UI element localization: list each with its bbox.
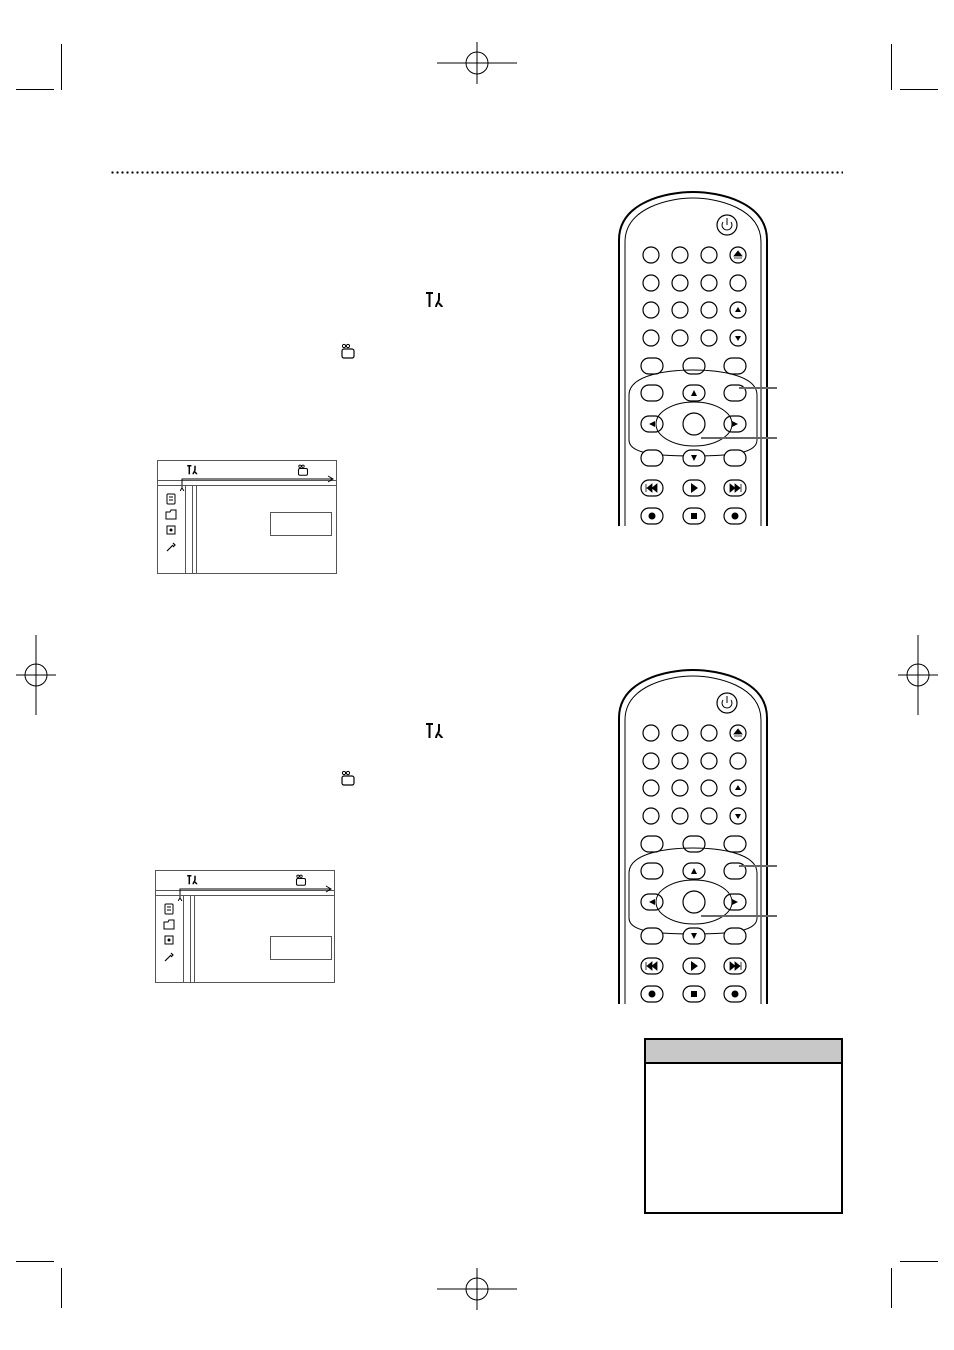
setup-tools-icon: [424, 721, 444, 741]
menu-divider: [158, 485, 336, 486]
menu-path-arrow: [178, 883, 334, 901]
setup-tools-icon: [424, 290, 444, 310]
registration-mark-left: [16, 635, 56, 715]
menu-selection-box: [270, 512, 332, 536]
hint-box: [644, 1038, 843, 1214]
trim-mark: [891, 44, 892, 90]
trim-mark: [16, 1261, 54, 1262]
trim-mark: [16, 89, 54, 90]
trim-mark: [900, 89, 938, 90]
power-button[interactable]: [717, 215, 737, 235]
menu-separator: [194, 895, 195, 982]
wrench-icon: [165, 541, 177, 553]
registration-mark-top: [437, 42, 517, 84]
power-button[interactable]: [717, 693, 737, 713]
video-camera-icon: [340, 343, 356, 359]
record-icon: [649, 513, 656, 520]
menu-selection-box: [270, 936, 332, 960]
disc-icon: [166, 493, 176, 505]
record-icon: [732, 513, 739, 520]
menu-divider: [156, 895, 334, 896]
folder-icon: [165, 509, 177, 520]
menu-separator: [196, 485, 197, 573]
record-icon: [649, 991, 656, 998]
stop-icon: [691, 513, 697, 519]
trim-mark: [61, 44, 62, 90]
setup-menu-screen-2: [155, 870, 335, 983]
registration-mark-bottom: [437, 1268, 517, 1310]
menu-separator: [192, 485, 193, 573]
setup-menu-screen-1: [157, 460, 337, 574]
trim-mark: [900, 1261, 938, 1262]
menu-path-arrow: [180, 473, 336, 491]
audio-icon: [164, 935, 174, 945]
registration-mark-right: [898, 635, 938, 715]
hint-box-header: [646, 1040, 841, 1064]
header-dotted-rule: [110, 171, 843, 174]
menu-separator: [190, 895, 191, 982]
video-camera-icon: [340, 770, 356, 786]
disc-icon: [164, 903, 174, 915]
trim-mark: [891, 1268, 892, 1308]
wrench-icon: [163, 951, 175, 963]
folder-icon: [163, 919, 175, 930]
stop-icon: [691, 991, 697, 997]
trim-mark: [61, 1268, 62, 1308]
remote-control-bottom: [617, 668, 769, 1004]
audio-icon: [166, 525, 176, 535]
remote-control-top: [617, 190, 769, 526]
record-icon: [732, 991, 739, 998]
